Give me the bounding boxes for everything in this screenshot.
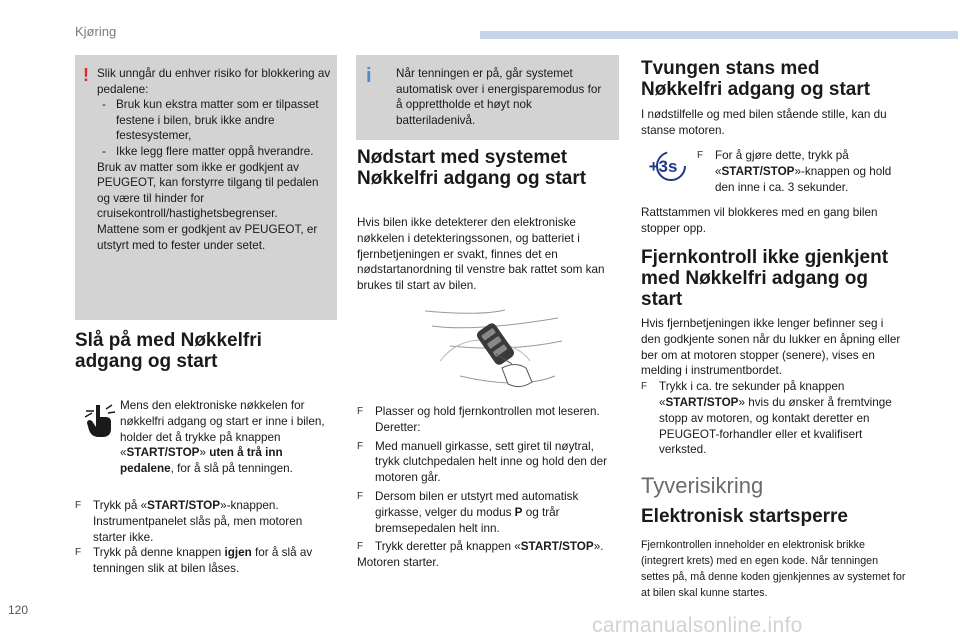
- bullet-list: [697, 148, 912, 195]
- intro-text: Mens den elektroniske nøkkelen for nøkkelfri adgang og start er inne i bilen, holder det å trykke på knappen «: [120, 399, 325, 460]
- list-item: F Plasser og hold fjernkontrollen mot leseren. Deretter:: [357, 405, 600, 434]
- paragraph: I nødstilfelle og med bilen stående stille, kan du stanse motoren.: [641, 108, 887, 137]
- warning-item: - Bruk kun ekstra matter som er tilpasset festene i bilen, bruk ikke andre festesystemer,: [97, 97, 331, 144]
- section-label: Kjøring: [75, 24, 117, 39]
- info-icon: i: [366, 65, 372, 87]
- list-item: F Dersom bilen er utstyrt med automatisk girkasse, velger du modus P og trår bremsepedalen helt inn.: [357, 489, 579, 535]
- bullet-icon: F: [357, 406, 364, 417]
- section-title: Tvungen stans med Nøkkelfri adgang og start: [641, 58, 871, 100]
- warning-item: - Ikke legg flere matter oppå hverandre.: [97, 144, 331, 160]
- list-item: F For å gjøre dette, trykk på «START/STOP»-knappen og hold den inne i ca. 3 sekunder.: [697, 149, 892, 194]
- warning-box: [75, 55, 337, 320]
- chapter-heading: Tyverisikring: [641, 473, 764, 498]
- result-text: Motoren starter.: [357, 556, 439, 570]
- list-item: F Trykk i ca. tre sekunder på knappen «START/STOP» hvis du ønsker å fremtvinge stopp av motoren, og kontakt deretter en PEUGEOT-forhandler eller et kvalifisert verksted.: [641, 380, 892, 457]
- bullet-list: [75, 498, 333, 577]
- paragraph: Hvis fjernbetjeningen ikke lenger befinner seg i den godkjente sonen når du lukker en åpning eller ber om at motoren stopper (senere), vises en melding i instrumentbordet.: [641, 317, 901, 378]
- warning-icon: !: [83, 65, 89, 85]
- list-item: F Trykk på denne knappen igjen for å slå av tenningen slik at bilen låses.: [75, 546, 313, 576]
- bullet-icon: F: [75, 500, 82, 511]
- section-title: Fjernkontroll ikke gjenkjent med Nøkkelfri adgang og start: [641, 247, 889, 310]
- list-item: F Med manuell girkasse, sett giret til nøytral, trykk clutchpedalen helt inne og hold den der motoren går.: [357, 439, 607, 485]
- bullet-icon: F: [357, 541, 364, 553]
- paragraph-block: [641, 316, 906, 458]
- intro-text: »: [199, 446, 210, 460]
- warning-intro: Slik unngår du enhver risiko for blokkering av pedalene:: [97, 67, 331, 96]
- hand-press-icon: [84, 403, 116, 439]
- page-number: 120: [8, 603, 29, 617]
- header-bar: [480, 31, 958, 39]
- bullet-icon: F: [357, 490, 364, 502]
- plus-3s-icon: [641, 151, 689, 181]
- paragraph: Fjernkontrollen inneholder en elektronisk brikke (integrert krets) med en egen kode. Når tenningen settes på, må denne koden gjenkjennes av systemet for at bilen skal kunne startes.: [641, 539, 906, 599]
- paragraph: Rattstammen vil blokkeres med en gang bilen stopper opp.: [641, 206, 878, 235]
- warning-text: [97, 66, 331, 253]
- section-title: Elektronisk startsperre: [641, 506, 848, 527]
- start-stop-label: START/STOP: [126, 446, 200, 460]
- warning-paragraph: Mattene som er godkjent av PEUGEOT, er utstyrt med to fester under setet.: [97, 222, 318, 252]
- info-box: [356, 55, 619, 140]
- list-item: F Trykk på «START/STOP»-knappen. Instrumentpanelet slås på, men motoren starter ikke.: [75, 499, 303, 544]
- section-title: Nødstart med systemet Nøkkelfri adgang og start: [357, 147, 587, 189]
- bullet-icon: F: [75, 547, 82, 559]
- watermark: carmanualsonline.info: [592, 614, 803, 637]
- badge-text: +3s: [648, 157, 678, 176]
- emergency-paragraph: Hvis bilen ikke detekterer den elektroniske nøkkelen i detekteringssonen, og batteriet i fjernbetjeningen er svakt, finnes det en nødstartanordning til venstre bak rattet som kan brukes til start av bilen.: [357, 216, 605, 293]
- list-item: F Trykk deretter på knappen «START/STOP».: [357, 540, 604, 554]
- emphasis-text: uten å trå inn pedalene: [120, 446, 283, 476]
- bullet-icon: F: [697, 150, 704, 161]
- info-text: Når tenningen er på, går systemet automatisk over i energisparemodus for å opprettholde et høyt nok batteriladenivå.: [396, 67, 602, 127]
- section-title: Slå på med Nøkkelfri adgang og start: [75, 330, 262, 372]
- intro-text: , for å slå på tenningen.: [170, 462, 293, 476]
- warning-paragraph: Bruk av matter som ikke er godkjent av PEUGEOT, kan forstyrre tilgang til pedalen og være til hinder for cruisekontroll/hastighetsbegrenser.: [97, 160, 319, 221]
- bullet-icon: F: [357, 440, 364, 452]
- bullet-list: [357, 404, 619, 571]
- bullet-icon: F: [641, 381, 648, 393]
- intro-paragraph: [120, 398, 328, 477]
- steering-column-illustration: [420, 306, 565, 394]
